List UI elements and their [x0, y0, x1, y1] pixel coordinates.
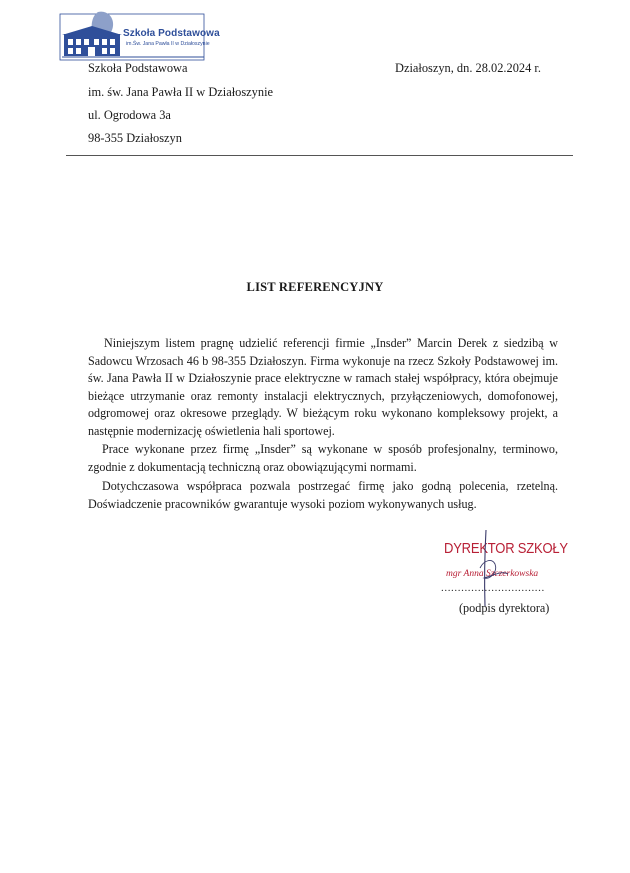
sender-line-4: 98-355 Działoszyn	[88, 131, 182, 145]
signature-label: (podpis dyrektora)	[459, 601, 550, 615]
stamp-title: DYREKTOR SZKOŁY	[444, 539, 568, 557]
stamp-name: mgr Anna Szczerkowska	[446, 569, 539, 579]
sender-line-2: im. św. Jana Pawła II w Działoszynie	[88, 85, 274, 99]
sender-line-3: ul. Ogrodowa 3a	[88, 108, 171, 122]
logo-school-name: Szkoła Podstawowa	[123, 28, 220, 39]
letter-title: LIST REFERENCYJNY	[246, 280, 384, 294]
signature-line: ...............................	[441, 582, 545, 594]
letter-date: Działoszyn, dn. 28.02.2024 r.	[395, 61, 541, 75]
header-divider	[66, 155, 573, 156]
logo-school-subtitle: im.Św. Jana Pawła II w Działoszynie	[126, 41, 210, 47]
body-paragraph-3: Dotychczasowa współpraca pozwala postrzegać firmę jako godną polecenia, rzetelną. Doświadczenie pracowników gwarantuje wysoki poziom wykonywanych usług.	[88, 479, 558, 511]
body-paragraph-2: Prace wykonane przez firmę „Insder” są wykonane w sposób profesjonalny, terminowo, zgodnie z dokumentacją techniczną oraz obowiązującymi normami.	[88, 442, 558, 474]
school-logo	[58, 10, 220, 62]
handwritten-signature	[462, 528, 532, 608]
body-paragraph-1: Niniejszym listem pragnę udzielić referencji firmie „Insder” Marcin Derek z siedzibą w Sadowcu Wrzosach 46 b 98-355 Działoszyn. Firma wykonuje na rzecz Szkoły Podstawowej im. św. Jana Pawła II w Działoszynie prace elektryczne w ramach stałej współpracy, która obejmuje bieżące utrzymanie oraz remonty instalacji elektrycznych, przyłączeniowych, domofonowej, odgromowej oraz okresowe przeglądy. W bieżącym roku wykonano kompleksowy projekt, a następnie modernizację oświetlenia hali sportowej.	[88, 336, 558, 438]
sender-line-1: Szkoła Podstawowa	[88, 61, 188, 75]
